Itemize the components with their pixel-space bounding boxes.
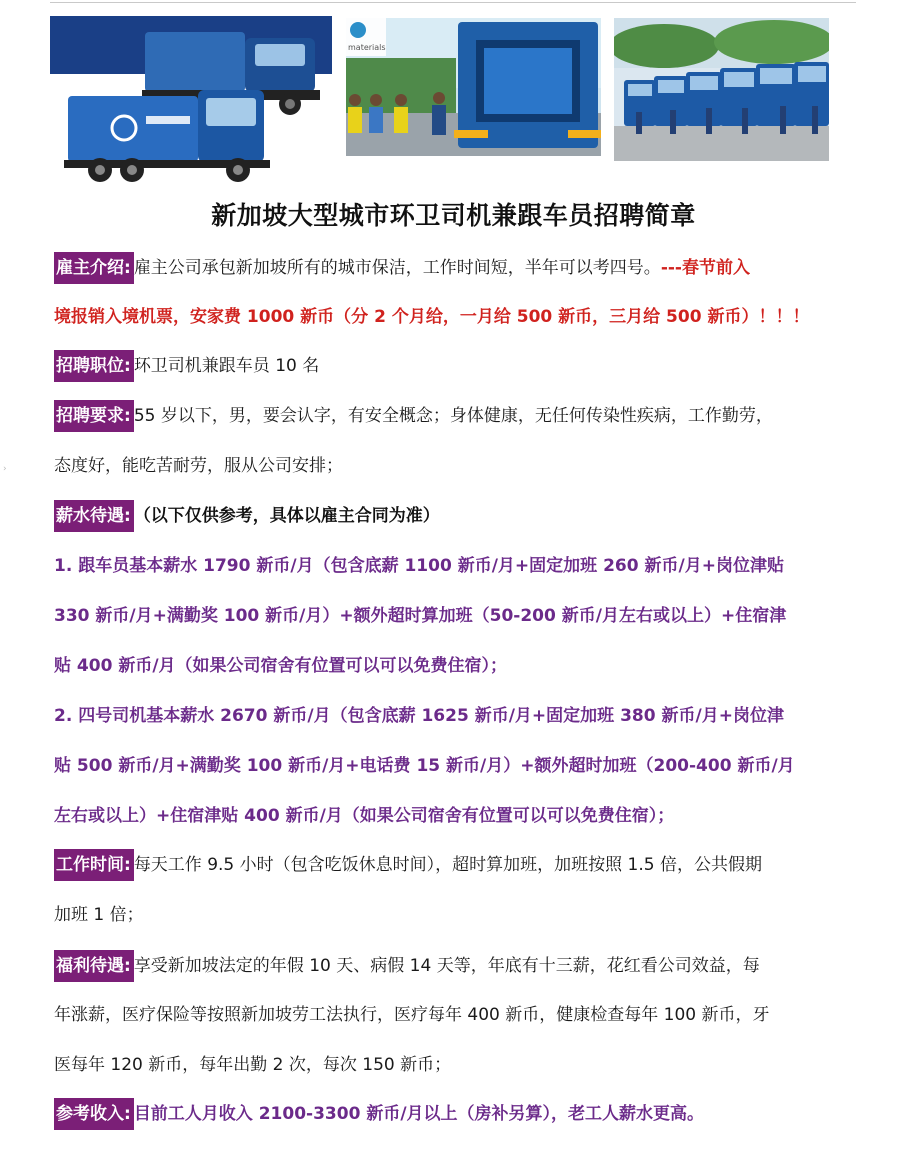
income-line xyxy=(54,1098,874,1130)
requirements-cont-text: 态度好，能吃苦耐劳，服从公司安排； xyxy=(54,456,343,476)
salary-item-1-line-2 xyxy=(54,600,874,632)
work-hours-cont-line xyxy=(54,899,874,931)
requirements-cont-line xyxy=(54,450,874,482)
requirements-tag: 招聘要求: xyxy=(54,400,134,432)
salary-note: （以下仅供参考，具体以雇主合同为准） xyxy=(133,506,440,526)
salary-item-2-text-1: 2. 四号司机基本薪水 2670 新币/月（包含底薪 1625 新币/月+固定加班 380 新币/月+岗位津 xyxy=(54,706,784,726)
bonus-line xyxy=(54,301,874,333)
benefits-line xyxy=(54,950,874,982)
garbage-trucks-photo xyxy=(50,16,332,184)
salary-tag: 薪水待遇: xyxy=(54,500,134,532)
employer-intro-line xyxy=(54,252,874,284)
benefits-cont-line-2 xyxy=(54,1049,874,1081)
fleet-illustration xyxy=(614,18,829,161)
work-hours-tag: 工作时间: xyxy=(54,849,134,881)
work-hours-line xyxy=(54,849,874,881)
garbage-trucks-illustration xyxy=(50,16,332,184)
salary-item-2-line-3 xyxy=(54,800,874,832)
crew-illustration xyxy=(346,18,601,156)
bonus-text: 境报销入境机票，安家费 1000 新币（分 2 个月给，一月给 500 新币，三月给 500 新币）！！！ xyxy=(54,307,810,327)
salary-item-1-text-3: 贴 400 新币/月（如果公司宿舍有位置可以可以免费住宿）； xyxy=(54,656,508,676)
employer-intro-tag: 雇主介绍: xyxy=(54,252,134,284)
edge-mark: › xyxy=(3,464,7,474)
salary-item-2-text-2: 贴 500 新币/月+满勤奖 100 新币/月+电话费 15 新币/月）+额外超时加班（200-400 新币/月 xyxy=(54,756,795,776)
truck-fleet-photo xyxy=(614,18,829,161)
top-divider xyxy=(50,2,856,3)
salary-item-1-line-3 xyxy=(54,650,874,682)
work-hours-text: 每天工作 9.5 小时（包含吃饭休息时间），超时算加班，加班按照 1.5 倍，公共假期 xyxy=(133,855,762,875)
salary-item-2-line-1 xyxy=(54,700,874,732)
position-tag: 招聘职位: xyxy=(54,350,134,382)
position-line xyxy=(54,350,874,382)
position-text: 环卫司机兼跟车员 10 名 xyxy=(133,356,320,376)
page-title: 新加坡大型城市环卫司机兼跟车员招聘简章 xyxy=(211,201,696,230)
employer-intro-text: 雇主公司承包新加坡所有的城市保洁，工作时间短，半年可以考四号。 xyxy=(133,258,661,278)
salary-item-2-text-3: 左右或以上）+住宿津贴 400 新币/月（如果公司宿舍有位置可以可以免费住宿）； xyxy=(54,806,675,826)
requirements-line xyxy=(54,400,874,432)
requirements-text: 55 岁以下，男，要会认字，有安全概念；身体健康，无任何传染性疾病，工作勤劳， xyxy=(133,406,773,426)
salary-item-1-text-1: 1. 跟车员基本薪水 1790 新币/月（包含底薪 1100 新币/月+固定加班 260 新币/月+岗位津贴 xyxy=(54,556,784,576)
income-tag: 参考收入: xyxy=(54,1098,134,1130)
work-hours-cont-text: 加班 1 倍； xyxy=(54,905,144,925)
salary-item-2-line-2 xyxy=(54,750,874,782)
salary-item-1-line-1 xyxy=(54,550,874,582)
benefits-cont-text-1: 年涨薪，医疗保险等按照新加坡劳工法执行，医疗每年 400 新币，健康检查每年 100 新币，牙 xyxy=(54,1005,770,1025)
crew-with-truck-photo xyxy=(346,18,601,156)
salary-line xyxy=(54,500,874,532)
income-text: 目前工人月收入 2100-3300 新币/月以上（房补另算），老工人薪水更高。 xyxy=(133,1104,705,1124)
benefits-cont-line-1 xyxy=(54,999,874,1031)
employer-intro-red: ---春节前入 xyxy=(660,258,750,278)
salary-item-1-text-2: 330 新币/月+满勤奖 100 新币/月）+额外超时算加班（50-200 新币/月左右或以上）+住宿津 xyxy=(54,606,787,626)
benefits-tag: 福利待遇: xyxy=(54,950,134,982)
benefits-cont-text-2: 医每年 120 新币，每年出勤 2 次，每次 150 新币； xyxy=(54,1055,452,1075)
photo-badge-text: materials xyxy=(348,43,386,52)
benefits-text: 享受新加坡法定的年假 10 天、病假 14 天等，年底有十三薪，花红看公司效益，每 xyxy=(133,956,760,976)
